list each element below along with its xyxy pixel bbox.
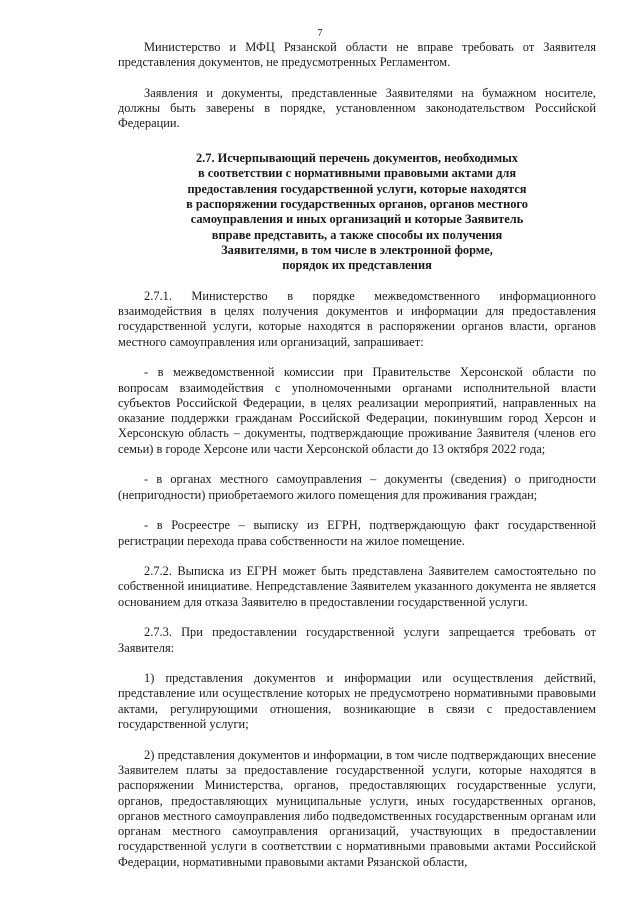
heading-line: самоуправления и иных организаций и которые Заявитель [190, 212, 524, 227]
heading-line: 2.7. Исчерпывающий перечень документов, необходимых [195, 151, 519, 166]
heading-line: в соответствии с нормативными правовыми актами для [197, 166, 517, 181]
paragraph-paper-documents: Заявления и документы, представленные Заявителями на бумажном носителе, должны быть заверены в порядке, установленном законодательством Российской Федерации. [118, 85, 596, 131]
heading-line: порядок их представления [282, 258, 432, 273]
paragraph-2-7-3: 2.7.3. При предоставлении государственной услуги запрещается требовать от Заявителя: [118, 625, 596, 655]
paragraph-2-7-2: 2.7.2. Выписка из ЕГРН может быть представлена Заявителем самостоятельно по собственной инициативе. Непредставление Заявителем указанного документа не является основанием для отказа Заявителю в предоставлении государственной услуги. [118, 564, 596, 609]
list-item-kherson-commission: - в межведомственной комиссии при Правительстве Херсонской области по вопросам взаимодействия с уполномоченными органами исполнительной власти субъектов Российской Федерации, в целях реализации мероприятий, направленных на оказание поддержки гражданам Российской Федерации, покинувшим город Херсон и Херсонскую область – документы, подтверждающие проживание Заявителя (членов его семьи) в городе Херсоне или части Херсонской области до 13 октября 2022 года; [118, 365, 596, 456]
section-heading-2-7 [172, 151, 542, 273]
page-number: 7 [317, 28, 323, 39]
list-item-prohibition-2: 2) представления документов и информации, в том числе подтверждающих внесение Заявителем платы за предоставление государственной услуги, которые находятся в распоряжении Министерства, органов, предоставляющих государственные услуги, органов, предоставляющих муниципальные услуги, иных государственных органов, органов местного самоуправления либо подведомственных государственным органам или органам местного самоуправления организаций, участвующих в предоставлении государственной услуги в соответствии с нормативными правовыми актами Российской Федерации, нормативными правовыми актами Рязанской области, [118, 747, 596, 869]
list-item-local-government: - в органах местного самоуправления – документы (сведения) о пригодности (непригодности) приобретаемого жилого помещения для проживания граждан; [118, 472, 596, 502]
heading-line: предоставления государственной услуги, которые находятся [187, 181, 527, 196]
document-body [118, 40, 596, 885]
list-item-rosreestr: - в Росреестре – выписку из ЕГРН, подтверждающую факт государственной регистрации перехода права собственности на жилое помещение. [118, 518, 596, 548]
paragraph-2-7-1: 2.7.1. Министерство в порядке межведомственного информационного взаимодействия в целях получения документов и информации для предоставления государственной услуги, которые находятся в распоряжении органов власти, органов местного самоуправления или организаций, запрашивает: [118, 288, 596, 349]
heading-line: в распоряжении государственных органов, органов местного [186, 196, 528, 211]
list-item-prohibition-1: 1) представления документов и информации или осуществления действий, представление или осуществление которых не предусмотрено нормативными правовыми актами, регулирующими отношения, возникающие в связи с предоставлением государственной услуги; [118, 671, 596, 732]
paragraph-mfc-restriction: Министерство и МФЦ Рязанской области не вправе требовать от Заявителя представления документов, не предусмотренных Регламентом. [118, 40, 596, 70]
heading-line: Заявителями, в том числе в электронной форме, [221, 242, 493, 257]
heading-line: вправе представить, а также способы их получения [211, 227, 503, 242]
